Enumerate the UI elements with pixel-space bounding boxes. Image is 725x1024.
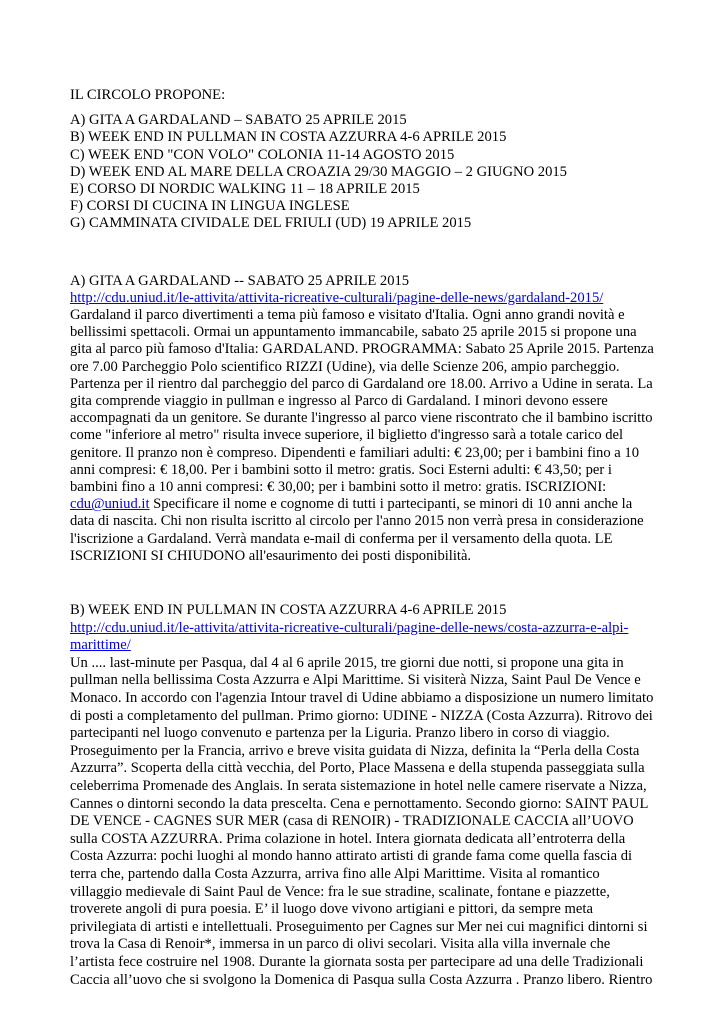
section-costa-azzurra bbox=[70, 602, 685, 989]
section-a-link[interactable]: http://cdu.uniud.it/le-attivita/attivita-ricreative-culturali/pagine-delle-news/gardaland-2015/ bbox=[70, 289, 604, 306]
section-a-text-line: Partenza per il rientro dal parcheggio del parco di Gardaland ore 18.00. Arrivo a Udine in serata. La bbox=[70, 375, 653, 392]
section-b-text-line: celeberrima Promenade des Anglais. In serata sistemazione in hotel nelle camere riservate a Nizza, bbox=[70, 778, 647, 795]
section-a-text-line: gita al parco più famoso d'Italia: GARDALAND. PROGRAMMA: Sabato 25 Aprile 2015. Partenza bbox=[70, 341, 654, 358]
section-b-text-line: di posti a completamento del pullman. Primo giorno: UDINE - NIZZA (Costa Azzurra). Ritrovo dei bbox=[70, 707, 653, 724]
section-b-text-line: pullman nella bellissima Costa Azzurra e Alpi Marittime. Si visiterà Nizza, Saint Paul De Vence e bbox=[70, 672, 641, 689]
email-line-text: Specificare il nome e cognome di tutti i partecipanti, se minori di 10 anni anche la bbox=[149, 496, 633, 513]
index-item-e: E) CORSO DI NORDIC WALKING 11 – 18 APRILE 2015 bbox=[70, 181, 420, 198]
section-b-text-line: privilegiata di artisti e intellettuali. Proseguimento per Cagnes sur Mer nei cui magnifici dintorni si bbox=[70, 918, 648, 935]
section-b-text-line: trova la Casa di Renoir*, immersa in un parco di olivi secolari. Visita alla villa invernale che bbox=[70, 936, 611, 953]
section-a-title: A) GITA A GARDALAND -- SABATO 25 APRILE 2015 bbox=[70, 272, 410, 289]
email-link[interactable]: cdu@uniud.it bbox=[70, 496, 150, 513]
section-b-title: B) WEEK END IN PULLMAN IN COSTA AZZURRA 4-6 APRILE 2015 bbox=[70, 602, 507, 619]
section-b-text-line: Un .... last-minute per Pasqua, dal 4 al 6 aprile 2015, tre giorni due notti, si propone una gita in bbox=[70, 654, 624, 671]
section-b-text-line: villaggio medievale di Saint Paul de Vence: fra le sue stradine, scalinate, fontane e piazzette, bbox=[70, 883, 610, 900]
section-a-text-line: data di nascita. Chi non risulta iscritto al circolo per l'anno 2015 non verrà presa in considerazione bbox=[70, 513, 644, 530]
section-a-text-line: ore 7.00 Parcheggio Polo scientifico RIZZI (Udine), via delle Scienze 206, ampio parcheggio. bbox=[70, 358, 620, 375]
activity-index bbox=[70, 112, 685, 232]
section-b-text-line: Caccia all’uovo che si svolgono la Domenica di Pasqua sulla Costa Azzurra . Pranzo libero. Rientro bbox=[70, 971, 653, 988]
section-b-text-line: Costa Azzurra: pochi luoghi al mondo hanno attirato artisti di grande fama come quella fascia di bbox=[70, 848, 633, 865]
index-item-a: A) GITA A GARDALAND – SABATO 25 APRILE 2015 bbox=[70, 112, 407, 129]
section-a-text-line: ISCRIZIONI SI CHIUDONO all'esaurimento dei posti disponibilità. bbox=[70, 547, 472, 564]
section-a-text-line: accompagnati da un genitore. Se durante l'ingresso al parco viene riscontrato che il bambino iscritto bbox=[70, 410, 653, 427]
section-b-text-line: terra che, partendo dalla Costa Azzurra, arriva fino alle Alpi Marittime. Visita al romantico bbox=[70, 865, 600, 882]
index-item-b: B) WEEK END IN PULLMAN IN COSTA AZZURRA 4-6 APRILE 2015 bbox=[70, 129, 507, 146]
section-b-link-continued[interactable]: marittime/ bbox=[70, 637, 131, 654]
section-a-text-line: l'iscrizione a Gardaland. Verrà mandata e-mail di conferma per il versamento della quota. LE bbox=[70, 530, 613, 547]
section-b-text-line: troverete angoli di pura poesia. E’ il luogo dove vivono artigiani e pittori, da sempre meta bbox=[70, 901, 593, 918]
section-b-text-line: sulla COSTA AZZURRA. Prima colazione in hotel. Intera giornata dedicata all’entroterra della bbox=[70, 830, 626, 847]
section-b-text-line: Azzurra”. Scoperta della città vecchia, del Porto, Place Massena e della stupenda passeggiata sulla bbox=[70, 760, 645, 777]
section-a-text-line: anni compresi: € 18,00. Per i bambini sotto il metro: gratis. Soci Esterni adulti: € 43,50; per i bbox=[70, 461, 612, 478]
index-item-d: D) WEEK END AL MARE DELLA CROAZIA 29/30 MAGGIO – 2 GIUGNO 2015 bbox=[70, 163, 567, 180]
section-b-text-line: partecipanti nel luogo convenuto e partenza per la Liguria. Pranzo libero in corso di viaggio. bbox=[70, 725, 610, 742]
section-a-text-line: gita comprende viaggio in pullman e ingresso al Parco di Gardaland. I minori devono essere bbox=[70, 393, 608, 410]
index-item-c: C) WEEK END "CON VOLO" COLONIA 11-14 AGOSTO 2015 bbox=[70, 146, 455, 163]
section-b-text-line: Cannes o dintorni secondo la data prescelta. Cena e pernottamento. Secondo giorno: SAINT PAUL bbox=[70, 795, 649, 812]
section-b-text-line: Proseguimento per la Francia, arrivo e breve visita guidata di Nizza, definita la “Perla della Costa bbox=[70, 742, 640, 759]
section-a-text-line: bambini fino a 10 anni compresi: € 30,00; per i bambini sotto il metro: gratis. ISCRIZIONI: bbox=[70, 479, 607, 496]
section-b-text-line: Monaco. In accordo con l'agenzia Intour travel di Udine abbiamo a disposizione un numero limitato bbox=[70, 690, 654, 707]
index-item-f: F) CORSI DI CUCINA IN LINGUA INGLESE bbox=[70, 198, 350, 215]
section-a-text-line: genitore. Il pranzo non è compreso. Dipendenti e familiari adulti: € 23,00; per i bambini fino a 10 bbox=[70, 444, 639, 461]
section-gardaland bbox=[70, 273, 685, 565]
section-b-link[interactable]: http://cdu.uniud.it/le-attivita/attivita-ricreative-culturali/pagine-delle-news/costa-azzurra-e-alpi- bbox=[70, 619, 629, 636]
section-a-text-line: come "inferiore al metro" risulta invece superiore, il biglietto d'ingresso sarà a totale carico del bbox=[70, 427, 624, 444]
section-b-text-line: DE VENCE - CAGNES SUR MER (casa di RENOIR) - TRADIZIONALE CACCIA all’UOVO bbox=[70, 813, 634, 830]
page-heading: IL CIRCOLO PROPONE: bbox=[70, 87, 226, 103]
section-a-email-line bbox=[70, 496, 685, 513]
index-item-g: G) CAMMINATA CIVIDALE DEL FRIULI (UD) 19 APRILE 2015 bbox=[70, 215, 472, 232]
section-a-text-line: bellissimi spettacoli. Ormai un appuntamento immancabile, sabato 25 aprile 2015 si propone una bbox=[70, 324, 637, 341]
section-b-text-line: l’artista fece costruire nel 1908. Durante la giornata sosta per partecipare ad una delle Tradizionali bbox=[70, 953, 644, 970]
section-a-text-line: Gardaland il parco divertimenti a tema più famoso e visitato d'Italia. Ogni anno grandi novità e bbox=[70, 307, 625, 324]
